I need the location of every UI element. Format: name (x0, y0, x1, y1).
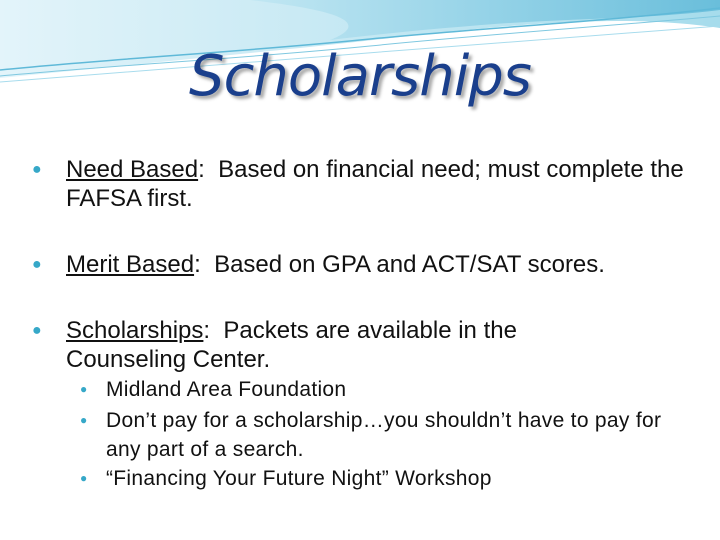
sub-bullet-icon: ● (80, 413, 88, 427)
bullet-item-need-based (32, 155, 692, 213)
bullet-separator: : (198, 156, 219, 183)
bullet-text: Packets are available in the Counseling Center. (66, 317, 517, 373)
bullet-label: Need Based (66, 156, 199, 183)
bullet-label: Merit Based (66, 251, 195, 278)
sub-bullet-text: Midland Area Foundation (106, 378, 347, 401)
bullet-icon: ● (32, 322, 42, 339)
bullet-label: Scholarships (66, 317, 204, 344)
sub-bullet-item (80, 375, 700, 404)
sub-bullet-icon: ● (80, 382, 88, 396)
slide-title: Scholarships (189, 44, 531, 109)
bullet-icon: ● (32, 161, 42, 178)
bullet-separator: : (203, 317, 224, 344)
sub-bullet-item (80, 406, 700, 464)
bullet-text: Based on financial need; must complete the FAFSA first. (66, 156, 684, 212)
sub-bullet-text: “Financing Your Future Night” Workshop (106, 467, 492, 490)
bullet-item-scholarships (32, 316, 572, 374)
bullet-text: Based on GPA and ACT/SAT scores. (214, 251, 605, 278)
bullet-icon: ● (32, 256, 42, 273)
bullet-item-merit-based (32, 250, 692, 279)
sub-bullet-item (80, 464, 700, 493)
sub-bullet-icon: ● (80, 471, 88, 485)
bullet-separator: : (194, 251, 215, 278)
sub-bullet-text: Don’t pay for a scholarship…you shouldn’t have to pay for any part of a search. (106, 409, 662, 461)
